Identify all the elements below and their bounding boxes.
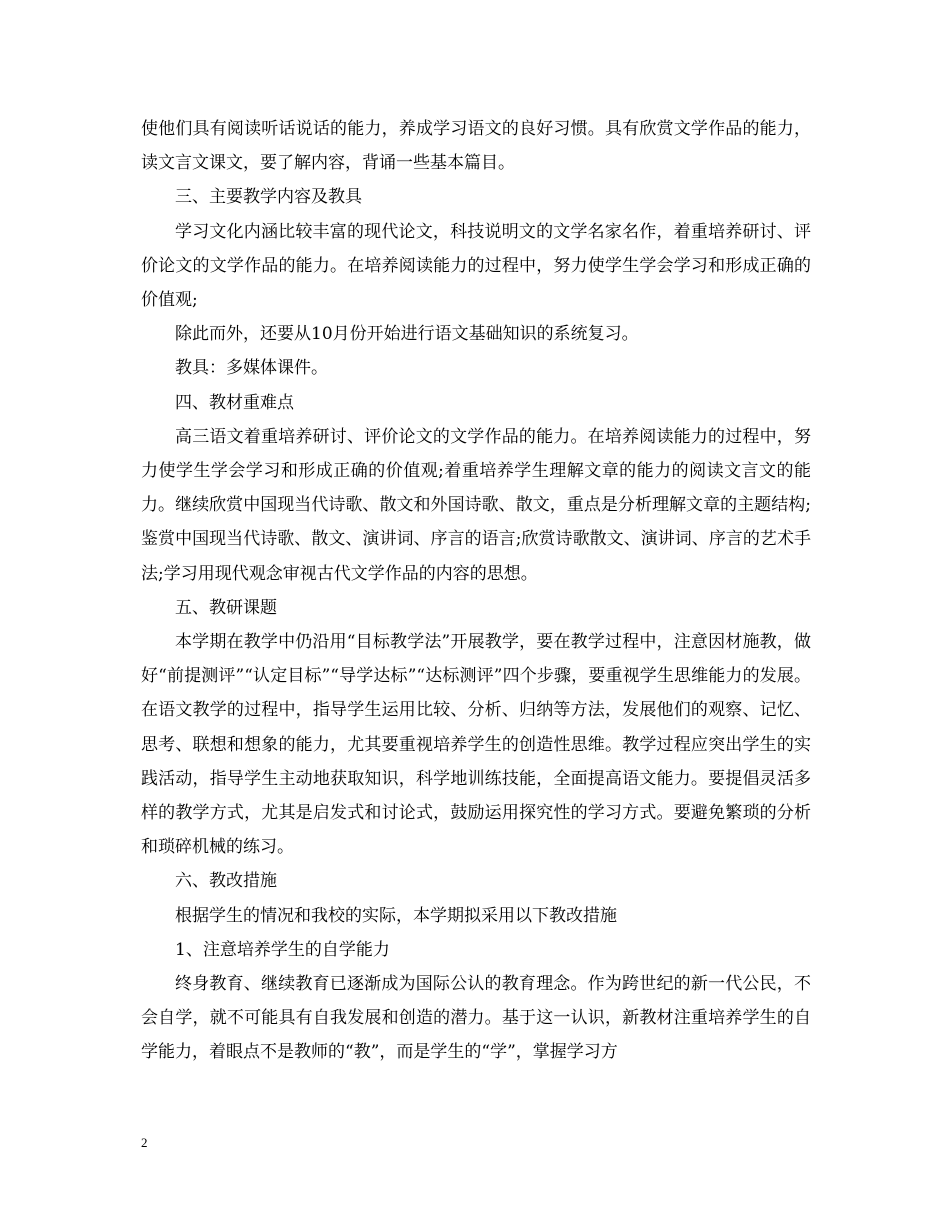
section-heading-6: 六、教改措施 xyxy=(175,871,277,892)
paragraph-research-topic: 本学期在教学中仍沿用“目标教学法”开展教学，要在教学过程中，注意因材施教，做好“前提测评”“认定目标”“导学达标”“达标测评”四个步骤，要重视学生思维能力的发展。在语文教学的过程中，指导学生运用比较、分析、归纳等方法，发展他们的观察、记忆、思考、联想和想象的能力，尤其要重视培养学生的创造性思维。教学过程应突出学生的实践活动，指导学生主动地获取知识，科学地训练技能，全面提高语文能力。要提倡灵活多样的教学方式，尤其是启发式和讨论式，鼓励运用探究性的学习方式。要避免繁琐的分析和琐碎机械的练习。 xyxy=(141,632,811,858)
section-heading-3: 三、主要教学内容及教具 xyxy=(175,187,362,208)
section-heading-4: 四、教材重难点 xyxy=(175,392,294,413)
paragraph-self-study: 终身教育、继续教育已逐渐成为国际公认的教育理念。作为跨世纪的新一代公民，不会自学，就不可能具有自我发展和创造的潜力。基于这一认识，新教材注重培养学生的自学能力，着眼点不是教师的“教”，而是学生的“学”，掌握学习方 xyxy=(141,974,811,1063)
section-heading-5: 五、教研课题 xyxy=(175,597,277,618)
document-body xyxy=(141,112,811,1070)
paragraph-content: 学习文化内涵比较丰富的现代论文，科技说明文的文学名家名作，着重培养研讨、评价论文的文学作品的能力。在培养阅读能力的过程中，努力使学生学会学习和形成正确的价值观; xyxy=(141,221,811,311)
paragraph-intro: 使他们具有阅读听话说话的能力，养成学习语文的良好习惯。具有欣赏文学作品的能力，读文言文课文，要了解内容，背诵一些基本篇目。 xyxy=(141,119,811,174)
paragraph-reform-intro: 根据学生的情况和我校的实际，本学期拟采用以下教改措施 xyxy=(175,905,617,926)
paragraph-key-points: 高三语文着重培养研讨、评价论文的文学作品的能力。在培养阅读能力的过程中，努力使学生学会学习和形成正确的价值观;着重培养学生理解文章的能力的阅读文言文的能力。继续欣赏中国现当代诗歌、散文和外国诗歌、散文，重点是分析理解文章的主题结构;鉴赏中国现当代诗歌、散文、演讲词、序言的语言;欣赏诗歌散文、演讲词、序言的艺术手法;学习用现代观念审视古代文学作品的内容的思想。 xyxy=(141,426,811,584)
paragraph-teaching-aids: 教具：多媒体课件。 xyxy=(175,358,328,379)
subsection-heading-1: 1、注意培养学生的自学能力 xyxy=(175,939,390,960)
page-number: 2 xyxy=(141,1135,148,1150)
paragraph-review: 除此而外，还要从10月份开始进行语文基础知识的系统复习。 xyxy=(175,324,639,345)
